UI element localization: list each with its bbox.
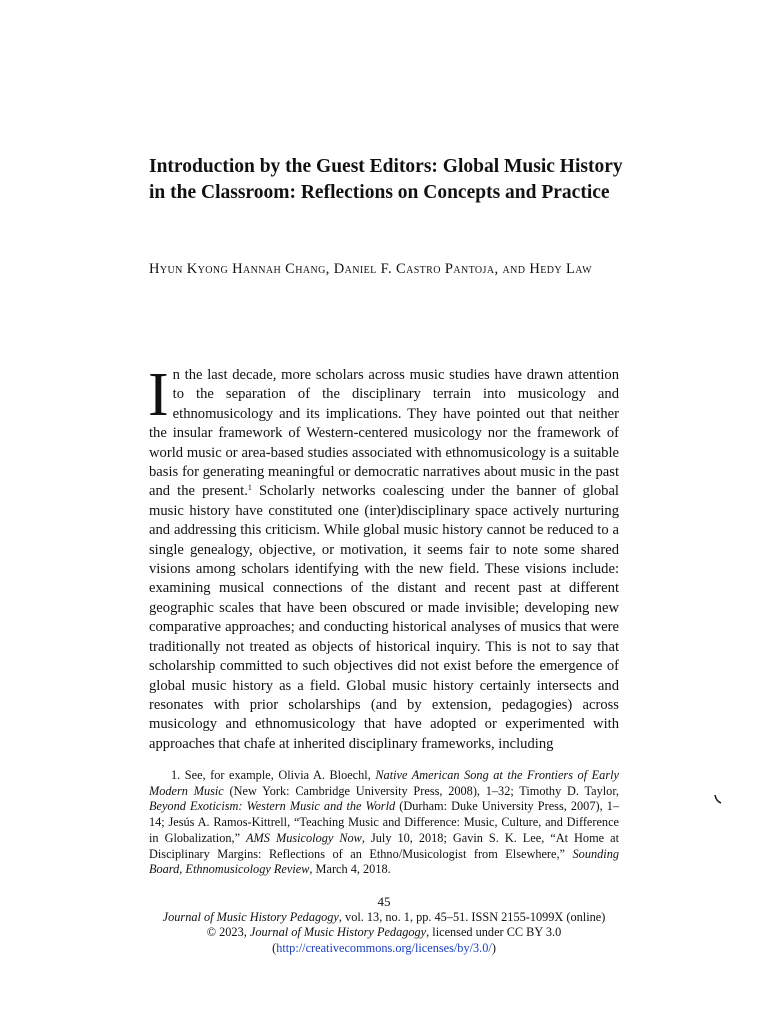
footnote-title: Sounding Board, Ethnomusicology Review [149, 846, 619, 877]
license-text: , licensed under CC BY 3.0 [426, 925, 562, 940]
body-text-part-2: Scholarly networks coalescing under the banner of global music history have constituted one (inter)disciplinary space actively nurturing and addressing this criticism. While global music history cannot be reduced to a single genealogy, objective, or motivation, it seems fair to note some shared visions among scholars identifying with the new field. These visions include: examining musical connections of the distant and recent past at different geographic scales that have been obscured or made invisible; developing new comparative approaches; and conducting historical analyses of musics that were traditionally not treated as objects of historical inquiry. This is not to say that scholarship committed to such objectives did not exist before the emergence of global music history as a field. Global music history certainly intersects and resonates with prior scholarships (and by extension, pedagogies) across musicology and ethnomusicology that have adopted or experimented with approaches that chafe at inherited disciplinary frameworks, including [149, 483, 619, 752]
footnote-text: (New York: Cambridge University Press, 2008), 1–32; Timothy D. Taylor, [223, 783, 619, 798]
article-title: Introduction by the Guest Editors: Global Music History in the Classroom: Reflections on Concepts and Practice [149, 156, 623, 203]
footnote-title: AMS Musicology Now [246, 830, 362, 845]
license-link-line [149, 941, 619, 957]
journal-name: Journal of Music History Pedagogy [162, 909, 339, 924]
body-paragraph [148, 361, 619, 754]
drop-cap: I [148, 361, 169, 429]
paren-close: ) [491, 941, 496, 956]
footnote-text: 1. See, for example, Olivia A. Bloechl, [171, 768, 376, 782]
footnote-text: , July 10, 2018; Gavin S. K. Lee, “At Home at Disciplinary Margins: Reflections of an Ethno/Musicologist from Elsewhere,” [149, 830, 619, 861]
footnote-text: (Durham: Duke University Press, 2007), 1–14; Jesús A. Ramos-Kittrell, “Teaching Music and Difference: Music, Culture, and Difference in Globalization,” [149, 799, 619, 845]
stray-mark-icon [714, 794, 722, 804]
body-text-part-1: n the last decade, more scholars across music studies have drawn attention to the separation of the disciplinary terrain into musicology and ethnomusicology and its implications. They have pointed out that neither the insular framework of Western-centered musicology nor the framework of world music or area-based studies associated with ethnomusicology is a suitable basis for generating meaningful or democratic narratives about music in the past and the present. [149, 367, 619, 500]
copyright-line [149, 925, 619, 941]
copyright-journal: Journal of Music History Pedagogy [249, 925, 427, 940]
footnote-title: Native American Song at the Frontiers of Early Modern Music [149, 768, 619, 798]
footnote-text: , March 4, 2018. [309, 862, 391, 877]
journal-citation [149, 910, 619, 926]
paren-open: ( [272, 941, 277, 956]
copyright-prefix: © 2023, [206, 925, 250, 940]
page-footer [149, 894, 619, 957]
footnote-title: Beyond Exoticism: Western Music and the World [149, 799, 396, 814]
article-authors: Hyun Kyong Hannah Chang, Daniel F. Castro Pantoja, and Hedy Law [149, 261, 592, 277]
footnote-reference[interactable]: 1 [247, 483, 252, 493]
license-link[interactable]: http://creativecommons.org/licenses/by/3.0/ [276, 941, 492, 956]
journal-details: , vol. 13, no. 1, pp. 45–51. ISSN 2155-1099X (online) [338, 909, 606, 924]
page-number: 45 [377, 894, 391, 909]
footnote-1 [149, 768, 619, 878]
